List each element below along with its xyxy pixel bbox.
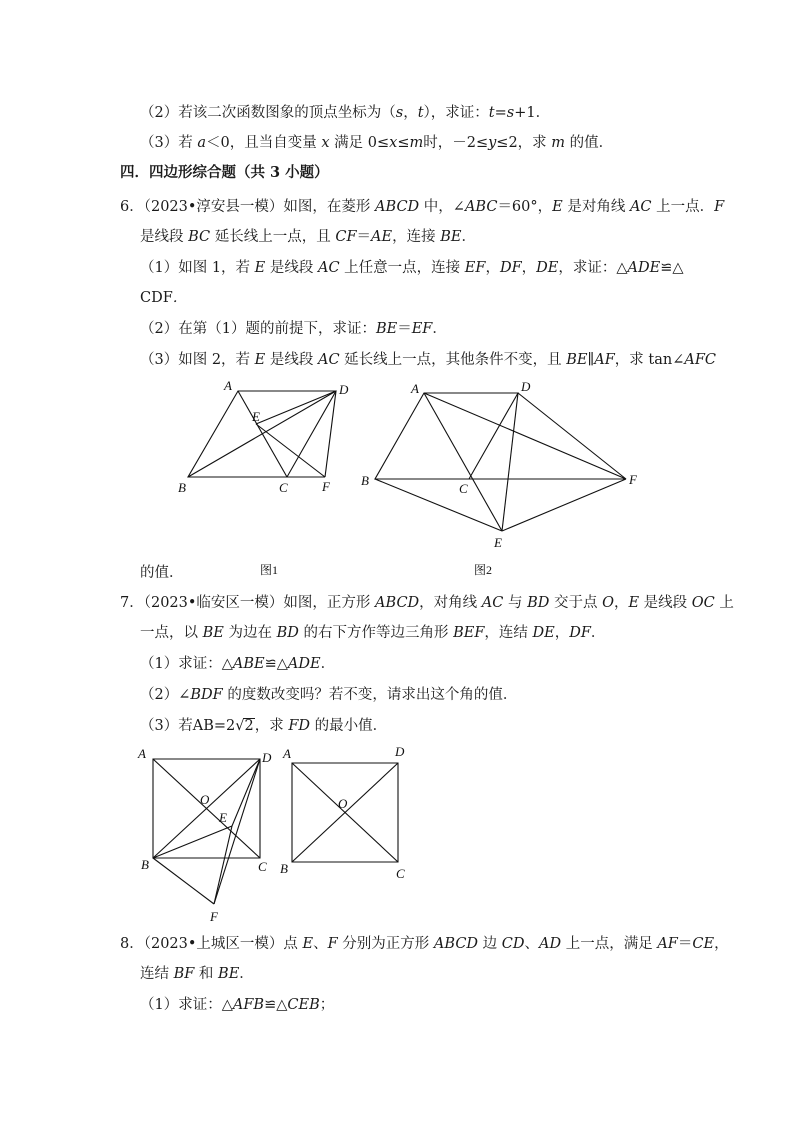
text-run: ，对角线 [419,595,482,611]
math-variable: DE [536,260,559,276]
q7-figure-left [153,759,260,904]
text-run: +1． [514,105,551,121]
q8-line1 [120,934,729,954]
math-variable: t [417,105,424,121]
text-run: ≌△ [660,260,684,276]
math-variable: BE [218,966,240,982]
text-run: ＝ [677,936,693,952]
fig1-label-c: C [279,480,288,495]
text-run: 边 [478,936,502,952]
text-run: 中，∠ [419,199,465,215]
text-run: 分别为正方形 [337,936,434,952]
text-run: 是线段 [639,595,692,611]
text-run: 延长线上一点，其他条件不变，且 [339,352,567,368]
text-run: ， [554,625,570,641]
math-variable: AFB [232,997,265,1013]
fig2-label-a: A [411,381,419,396]
math-variable: AC [317,352,340,368]
text-run: ； [319,997,335,1013]
text-run: 上一点． [651,199,715,215]
math-variable: DF [569,625,591,641]
math-variable: DE [532,625,555,641]
math-variable: E [302,936,314,952]
fig7a-label-f: F [210,909,218,924]
text-run: ≤2，求 [496,135,552,151]
text-run: 6．（2023•淳安县一模）如图，在菱形 [120,199,376,215]
text-run: （2）∠ [140,687,191,703]
text-run: ，连接 [392,229,441,245]
text-run: ， [613,595,629,611]
q7-figure-right [292,763,398,862]
fig7a-label-o: O [200,792,210,807]
math-variable: DF [499,260,522,276]
text-run: 延长线上一点，且 [210,229,336,245]
fig7b-label-c: C [396,866,405,881]
text-run: 的度数改变吗？若不变，请求出这个角的值． [222,687,518,703]
math-variable: m [551,135,566,151]
math-variable: ABE [232,656,265,672]
fig7a-label-d: D [262,750,272,765]
math-variable: CF [335,229,357,245]
fig2-label-b: B [361,473,369,488]
fig2-label-d: D [521,379,531,394]
math-variable: F [714,199,725,215]
math-variable: AC [629,199,652,215]
fig7b-label-o: O [338,796,348,811]
q8-line2 [140,964,254,984]
sqrt-radicand: 2 [244,718,254,734]
text-run: （2）若该二次函数图象的顶点坐标为（ [140,105,396,121]
math-variable: O [602,595,614,611]
math-variable: y [488,135,497,151]
text-run: 与 [503,595,528,611]
math-variable: OC [691,595,715,611]
text-run: ≌△ [264,997,288,1013]
math-variable: BE [375,321,398,337]
text-run: ＝ [397,321,412,337]
text-run: ），求证： [423,105,489,121]
math-variable: BC [188,229,211,245]
text-run: ∥ [587,352,595,368]
q8-part1 [140,995,334,1015]
math-variable: s [506,105,515,121]
text-run: ≌△ [264,656,288,672]
text-run: 上一点，满足 [561,936,658,952]
text-run: ＜0，且当自变量 [206,135,322,151]
fig1-label-f: F [322,479,330,494]
text-run: ，连结 [484,625,533,641]
text-run: ，求证：△ [558,260,628,276]
text-run: 7．（2023•临安区一模）如图，正方形 [120,595,376,611]
sqrt-sign: √ [235,718,245,734]
text-run: 是线段 [265,352,318,368]
text-run: 是线段 [140,229,189,245]
math-variable: ABCD [375,199,420,215]
text-run: 满足 0≤ [329,135,390,151]
math-variable: AC [481,595,504,611]
math-variable: BE [440,229,462,245]
text-run: 的最小值． [310,718,388,734]
math-variable: CE [692,936,715,952]
fig7a-label-a: A [138,746,146,761]
text-run: ，求 tan∠ [614,352,685,368]
text-run: 的右下方作等边三角形 [298,625,454,641]
text-run: 是对角线 [562,199,630,215]
math-variable: ABCD [433,936,479,952]
math-variable: BF [173,966,195,982]
math-variable: CD [501,936,525,952]
math-variable: E [254,260,266,276]
math-variable: s [395,105,404,121]
section-heading: 四．四边形综合题（共 3 小题） [120,164,329,181]
math-variable: E [628,595,640,611]
text-run: ． [461,229,476,245]
math-variable: E [552,199,563,215]
math-variable: BDF [190,687,223,703]
text-run: 的值． [565,135,614,151]
fig7b-label-d: D [395,744,405,759]
text-run: = [494,105,507,121]
text-run: 连结 [140,966,174,982]
text-run: ，求 [254,718,289,734]
text-run: ＝60°， [497,199,553,215]
math-variable: a [197,135,206,151]
math-variable: EF [411,321,433,337]
math-variable: x [321,135,330,151]
math-variable: AF [594,352,615,368]
math-variable: CEB [287,997,320,1013]
math-variable: AC [317,260,340,276]
text-run: （3）如图 2，若 [140,352,255,368]
fig1-label-d: D [339,382,349,397]
math-variable: E [254,352,266,368]
text-run: （1）求证：△ [140,656,233,672]
text-run: ， [521,260,537,276]
math-variable: BE [566,352,588,368]
text-run: 上任意一点，连接 [339,260,465,276]
math-variable: BE [202,625,224,641]
math-variable: BD [276,625,299,641]
math-variable: EF [464,260,486,276]
text-run: 为边在 [223,625,277,641]
fig2-label-c: C [459,481,468,496]
math-variable: ABC [464,199,498,215]
text-run: （3）若 [140,135,198,151]
segment-ef [214,826,232,904]
segment-bf [153,858,214,904]
text-run: 时，－2≤ [423,135,489,151]
text-run: 交于点 [549,595,603,611]
text-run: ． [590,625,606,641]
text-run: ， [403,105,418,121]
text-run: 是线段 [265,260,318,276]
math-variable: FD [288,718,311,734]
text-run: ． [432,321,447,337]
text-run: ＝ [356,229,372,245]
text-run: 上 [714,595,734,611]
text-run: 、 [524,936,539,952]
math-variable: x [389,135,398,151]
math-variable: ADE [627,260,661,276]
text-run: ． [320,656,336,672]
math-variable: AFC [684,352,716,368]
fig7a-label-c: C [258,859,267,874]
fig2-label-f: F [629,472,637,487]
text-run: ． [239,966,254,982]
math-variable: ADE [287,656,321,672]
fig1-caption: 图1 [260,563,279,577]
segment-be [153,826,232,858]
fig7a-label-e: E [219,810,227,825]
math-variable: AD [539,936,562,952]
text-run: （2）在第（1）题的前提下，求证： [140,321,376,337]
fig1-label-e: E [252,409,260,424]
q6-part3-tail: 的值． [140,565,184,581]
math-variable: AE [371,229,393,245]
math-variable: BD [527,595,550,611]
text-run: 8．（2023•上城区一模）点 [120,936,303,952]
q7-part3-prefix: （3）若AB=2 [140,718,236,734]
math-variable: F [327,936,338,952]
math-variable: t [488,105,495,121]
fig1-label-a: A [224,378,232,393]
math-variable: ． [172,290,188,306]
text-run: （1）如图 1，若 [140,260,255,276]
text-run: 和 [194,966,219,982]
math-variable: AF [657,936,678,952]
text-run: ≤ [397,135,410,151]
fig2-label-e: E [494,535,502,550]
math-variable: m [409,135,424,151]
fig7b-label-a: A [283,746,291,761]
text-run: ， [714,936,729,952]
text-run: 、 [313,936,328,952]
text-run: （1）求证：△ [140,997,233,1013]
segment-de [232,759,260,826]
fig7a-label-b: B [141,857,149,872]
fig7b-label-b: B [280,861,288,876]
math-variable: ABCD [375,595,420,611]
text-run: 一点，以 [140,625,203,641]
fig1-label-b: B [178,480,186,495]
math-variable: BEF [453,625,485,641]
text-run: CDF [140,290,173,306]
text-run: ， [485,260,500,276]
fig2-caption: 图2 [474,563,493,577]
